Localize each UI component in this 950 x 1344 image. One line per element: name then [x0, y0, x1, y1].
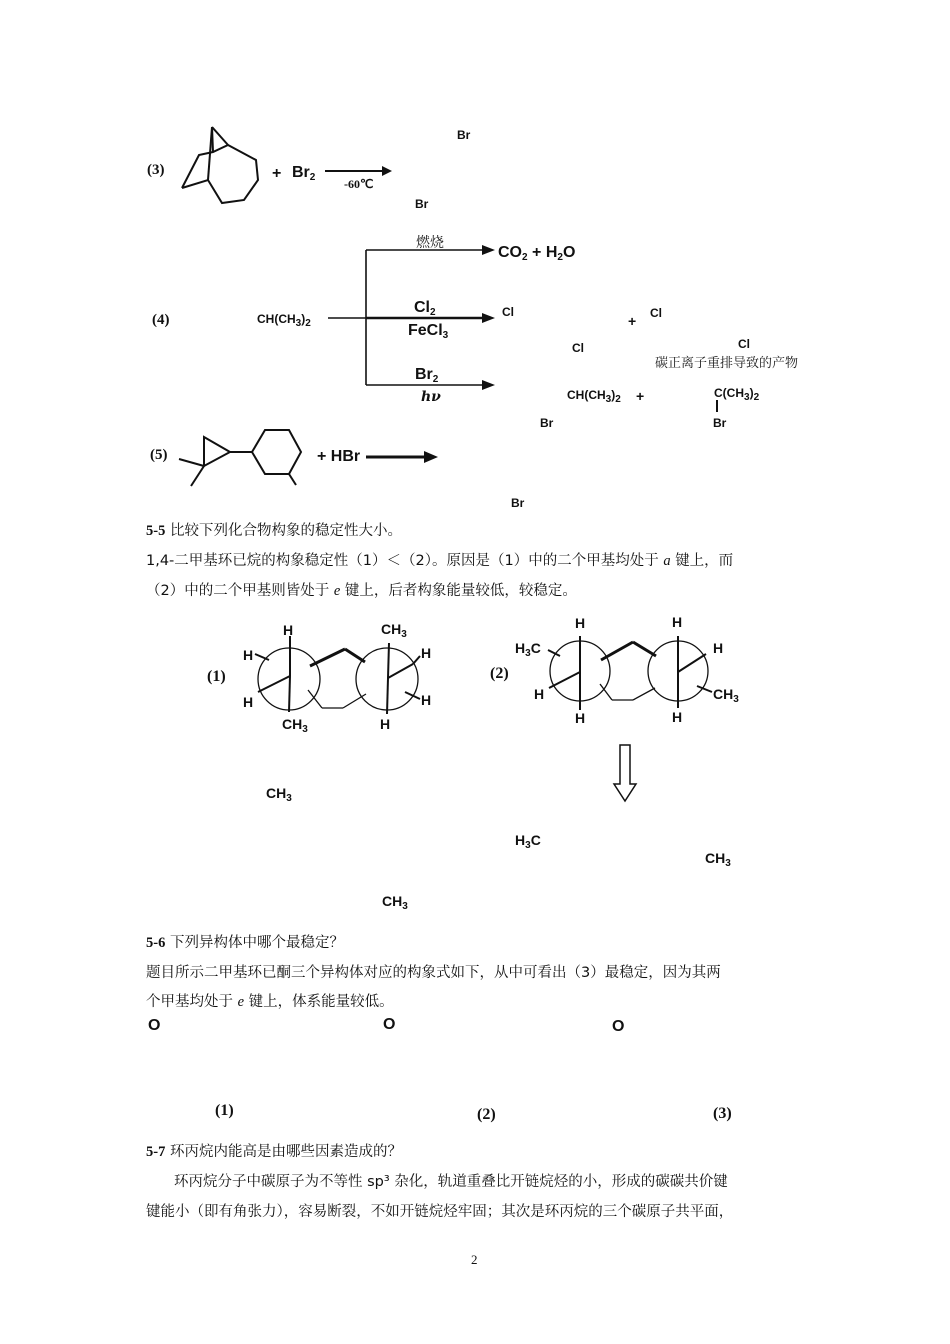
rearrangement-note: 碳正离子重排导致的产物: [655, 356, 799, 371]
label-3: (3): [147, 162, 165, 178]
section-5-6-line2: 个甲基均处于 e 键上，体系能量较低。: [146, 994, 394, 1010]
conf2-h2: H: [534, 686, 545, 702]
hbr-reagent: + HBr: [317, 448, 361, 465]
hollow-arrow: [614, 745, 636, 801]
label-4: (4): [152, 312, 170, 328]
plus-3: +: [272, 165, 282, 182]
br-top: Br: [457, 128, 471, 142]
condition-temp: -60℃: [344, 177, 374, 191]
br2-reagent-4: $Br_2$: [415, 366, 439, 385]
substrate-4: $CH(CH_3)_2$: [257, 312, 311, 329]
section-5-5-line1: 1,4-二甲基环已烷的构象稳定性（1）＜（2）。原因是（1）中的二个甲基均处于 a 键上，而: [146, 553, 734, 569]
product-bromo-1: $CH(CH_3)_2$: [567, 388, 621, 405]
oxygen-1: O: [148, 1017, 161, 1034]
lower-ch3-c: $CH_3$: [382, 893, 408, 912]
conf2-ch3: $CH_3$: [713, 686, 739, 705]
conf2-h4: H: [672, 614, 683, 630]
conf1-ch3-a: $CH_3$: [282, 716, 308, 735]
bicyclic-ring: [182, 145, 258, 203]
br2-reagent: $Br_2$: [292, 164, 316, 183]
section-5-7-line1: 环丙烷分子中碳原子为不等性 sp³ 杂化，轨道重叠比开链烷烃的小，形成的碳碳共价键: [174, 1174, 728, 1190]
plus-4a: +: [628, 313, 637, 329]
lower-h3c: $H_3C$: [515, 832, 541, 851]
product-bromo-2: $C(CH_3)_2$: [714, 386, 760, 403]
br-a: Br: [540, 416, 554, 430]
conf1-h6: H: [380, 716, 391, 732]
conf1-h5: H: [421, 692, 432, 708]
conf1-ch3-b: $CH_3$: [381, 621, 407, 640]
conf2-h5: H: [713, 640, 724, 656]
lower-ch3-a: $CH_3$: [266, 785, 292, 804]
section-5-7-title: 5-7 环丙烷内能高是由哪些因素造成的？: [146, 1144, 402, 1160]
conf1-h3: H: [243, 694, 254, 710]
cl-b: Cl: [650, 306, 662, 320]
isomer-1-label: (1): [215, 1102, 234, 1119]
conf1-h1: H: [283, 622, 294, 638]
conf2-h6: H: [672, 709, 683, 725]
co2-product: $CO_2 + H_2O$: [498, 244, 576, 263]
isomer-3-label: (3): [713, 1105, 732, 1122]
cl-a: Cl: [502, 305, 514, 319]
isomer-2-label: (2): [477, 1106, 496, 1123]
conf1-h4: H: [421, 645, 432, 661]
cl-c: Cl: [572, 341, 584, 355]
lower-ch3-b: $CH_3$: [705, 850, 731, 869]
section-5-6-title: 5-6 下列异构体中哪个最稳定？: [146, 935, 344, 951]
br-b: Br: [713, 416, 727, 430]
conf2-h1: H: [575, 615, 586, 631]
conf2-label: (2): [490, 665, 509, 682]
cl2-reagent: $Cl_2$: [414, 299, 436, 318]
br-bottom: Br: [415, 197, 429, 211]
hv-condition: hν: [421, 389, 441, 405]
br-5: Br: [511, 496, 525, 510]
section-5-6-line1: 题目所示二甲基环已酮三个异构体对应的构象式如下，从中可看出（3）最稳定，因为其两: [146, 965, 721, 981]
conf2-h3: H: [575, 710, 586, 726]
burn-label: 燃烧: [416, 235, 444, 251]
conf2-h3c: $H_3C$: [515, 640, 541, 659]
label-5: (5): [150, 447, 168, 463]
oxygen-3: O: [612, 1018, 625, 1035]
cl-d: Cl: [738, 337, 750, 351]
oxygen-2: O: [383, 1016, 396, 1033]
plus-4b: +: [636, 388, 645, 404]
section-5-5-title: 5-5 比较下列化合物构象的稳定性大小。: [146, 523, 402, 539]
conf1-h2: H: [243, 647, 254, 663]
conf1-label: (1): [207, 668, 226, 685]
fecl3-reagent: FeCl$_3$: [408, 322, 449, 341]
section-5-7-line2: 键能小（即有角张力），容易断裂，不如开链烷烃牢固；其次是环丙烷的三个碳原子共平面，: [146, 1204, 734, 1220]
section-5-5-line2: （2）中的二个甲基则皆处于 e 键上，后者构象能量较低，较稳定。: [146, 583, 577, 599]
page-number: 2: [471, 1252, 478, 1267]
